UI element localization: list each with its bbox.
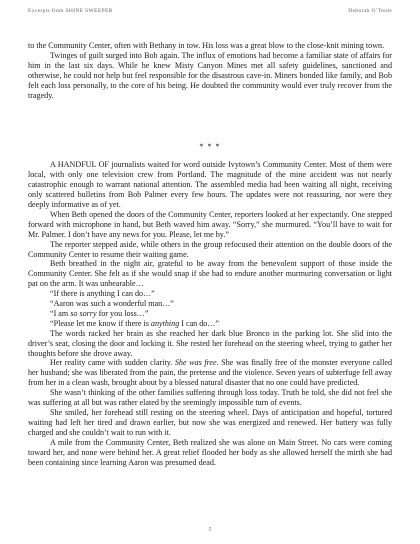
quote-line [28, 309, 392, 319]
paragraph: A HANDFUL OF journalists waited for word outside Ivytown’s Community Center. Most of them were local, with only one television crew from Portland. The magnitude of the mine accident was not nearly catastrophic enough to warrant national attention. The assembled media had been waiting all night, receiving only scattered bulletins from Bob Palmer every few hours. The updates were not reassuring, nor were they deeply informative as of yet. [28, 160, 392, 209]
paragraph-emphasis: She was free. [174, 358, 219, 368]
header-author: Deborah O’Toole [348, 8, 392, 14]
paragraph-text: Her reality came with sudden clarity. [50, 358, 175, 368]
header-book-title: Excerpts from SHINE SWEEPER [28, 8, 113, 14]
paragraph: to the Community Center, often with Bethany in tow. His loss was a great blow to the close-knit mining town. [28, 41, 385, 50]
paragraph: Twinges of guilt surged into Bob again. The influx of emotions had become a familiar state of affairs for him in the last six days. While he knew Misty Canyon Mines met all safety guidelines, sanctioned and otherwise, he could not help but feel responsible for the disastrous cave-in. Miners bonded like family, and Bob felt each loss personally, to the core of his being. He doubted the community would ever truly recover from the tragedy. [28, 50, 392, 100]
quote-line [28, 319, 392, 329]
paragraph: The words racked her brain as she reached her dark blue Bronco in the parking lot. She slid into the driver’s seat, closing the door and locking it. She rested her forehead on the steering wheel, trying to gather her thoughts before she drove away. [28, 328, 392, 358]
paragraph [28, 358, 392, 388]
paragraph-text: She was finally free of the monster everyone called her husband; she was liberated from the pain, the pretense and the violence. Seven years of subterfuge fell away from her in a clean wash, brought about by a blessed natural disaster that no one could have predicted. [28, 358, 392, 388]
quote-text: for you loss…” [96, 308, 149, 318]
quote-text: “I am [50, 308, 71, 318]
paragraph: When Beth opened the doors of the Community Center, reporters looked at her expectantly. One stepped forward with microphone in hand, but Beth waved him away. “Sorry,” she murmured. “You’ll have to wait for Mr. Palmer. I don’t have any news for you. Please, let me by.” [28, 209, 392, 239]
paragraph: A mile from the Community Center, Beth realized she was alone on Main Street. No cars were coming toward her, and none were behind her. A great relief flooded her body as she allowed herself the mirth she had been containing since learning Aaron was presumed dead. [28, 437, 392, 467]
quote-line: “If there is anything I can do…” [50, 289, 155, 299]
paragraph: The reporter stepped aside, while others in the group refocused their attention on the double doors of the Community Center to resume their waiting game. [28, 239, 392, 259]
quote-text: “Please let me know if there is [50, 318, 151, 328]
quote-emphasis: anything [150, 318, 180, 328]
body-text [28, 41, 392, 467]
quote-line: “Aaron was such a wonderful man…” [50, 299, 174, 309]
paragraph: She wasn’t thinking of the other families suffering through loss today. Truth be told, she did not feel she was suffering at all but was rather elated by the seemingly impossible turn of events. [28, 388, 392, 408]
page-number: 5 [208, 527, 212, 533]
scene-break: * * * [199, 142, 221, 152]
paragraph: She smiled, her forehead still resting on the steering wheel. Days of anticipation and hopeful, tortured waiting had left her tired and drawn earlier, but now she was energized and renewed. Her battery was fully charged and she couldn’t wait to run with it. [28, 408, 392, 437]
quote-text: I can do…” [179, 318, 220, 328]
paragraph: Beth breathed in the night air, grateful to be away from the benevolent support of those inside the Community Center. She felt as if she would snap if she had to endure another murmuring conversation or light pat on the arm. It was unbearable… [28, 259, 392, 289]
running-header [28, 6, 392, 16]
quote-emphasis: so sorry [70, 308, 97, 318]
